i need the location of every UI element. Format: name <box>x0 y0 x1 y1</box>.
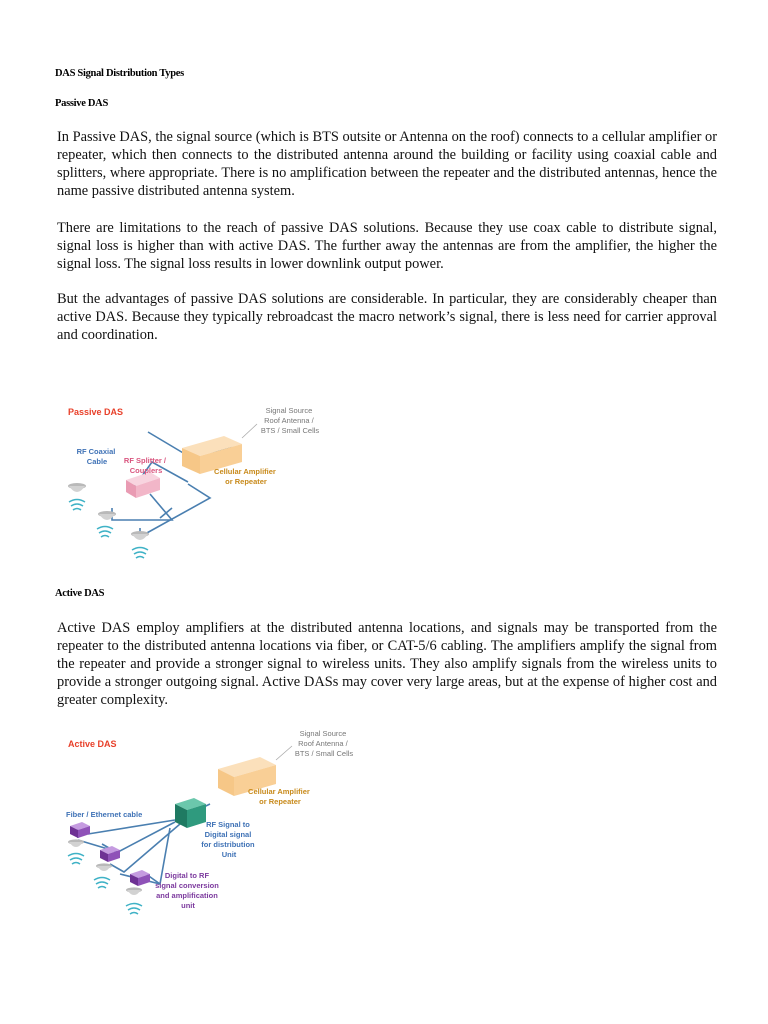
passive-diagram-title: Passive DAS <box>68 407 124 417</box>
signal-source-label: Signal Source Roof Antenna / BTS / Small Cells <box>294 729 354 758</box>
remote-unit-icon <box>130 870 150 886</box>
remote-unit-icon <box>100 846 120 862</box>
active-das-diagram <box>60 724 370 924</box>
antenna-icon <box>68 839 84 864</box>
passive-paragraph-3: But the advantages of passive DAS solutions are considerable. In particular, they are considerably cheaper than active DAS. Because they typically rebroadcast the macro network’s signal, there is less need for carrier approval and coordination. <box>57 291 717 343</box>
remote-unit-label: Digital to RF signal conversion and amplification unit <box>155 871 219 910</box>
amplifier-label: Cellular Amplifier or Repeater <box>214 467 276 486</box>
antenna-icon <box>94 863 112 888</box>
antenna-icon <box>68 483 86 510</box>
active-paragraph-1: Active DAS employ amplifiers at the distributed antenna locations, and signals may be transported from the repeater to the distributed antenna locations via fiber, or CAT-5/6 cabling. The amplifiers amplify the signal from the repeater and provide a stronger signal to wireless units. They also amplify signals from the wireless units to provide a stronger outgoing signal. Active DASs may cover very large areas, but at the expense of higher cost and greater complexity. <box>57 620 717 708</box>
antenna-icon <box>126 887 142 914</box>
passive-das-diagram <box>60 398 340 568</box>
signal-source-label: Signal Source Roof Antenna / BTS / Small Cells <box>260 406 320 435</box>
rf-to-digital-converter-box <box>175 798 206 828</box>
splitter-label: RF Splitter / Couplers <box>123 456 166 475</box>
remote-unit-icon <box>70 822 90 838</box>
document-title: DAS Signal Distribution Types <box>55 68 184 79</box>
rf-splitter-box <box>126 472 160 498</box>
antenna-icon <box>97 511 116 537</box>
amplifier-label: Cellular Amplifier or Repeater <box>248 787 310 806</box>
coax-cable-label: RF Coaxial Cable <box>76 447 116 466</box>
active-diagram-title: Active DAS <box>68 739 117 749</box>
active-das-heading: Active DAS <box>55 588 105 599</box>
fiber-cable-label: Fiber / Ethernet cable <box>66 810 143 819</box>
antenna-icon <box>131 531 149 558</box>
passive-paragraph-1: In Passive DAS, the signal source (which is BTS outsite or Antenna on the roof) connects to a cellular amplifier or repeater, which then connects to the distributed antenna around the building or facility using coaxial cable and splitters, where appropriate. There is no amplification between the repeater and the distributed antennas, hence the name passive distributed antenna system. <box>57 129 717 199</box>
passive-paragraph-2: There are limitations to the reach of passive DAS solutions. Because they use coax cable to distribute signal, signal loss is higher than with active DAS. The further away the antennas are from the amplifier, the higher the signal loss. The signal loss results in lower downlink output power. <box>57 220 717 272</box>
converter-label: RF Signal to Digital signal for distribution Unit <box>201 820 255 859</box>
passive-das-heading: Passive DAS <box>55 98 108 109</box>
